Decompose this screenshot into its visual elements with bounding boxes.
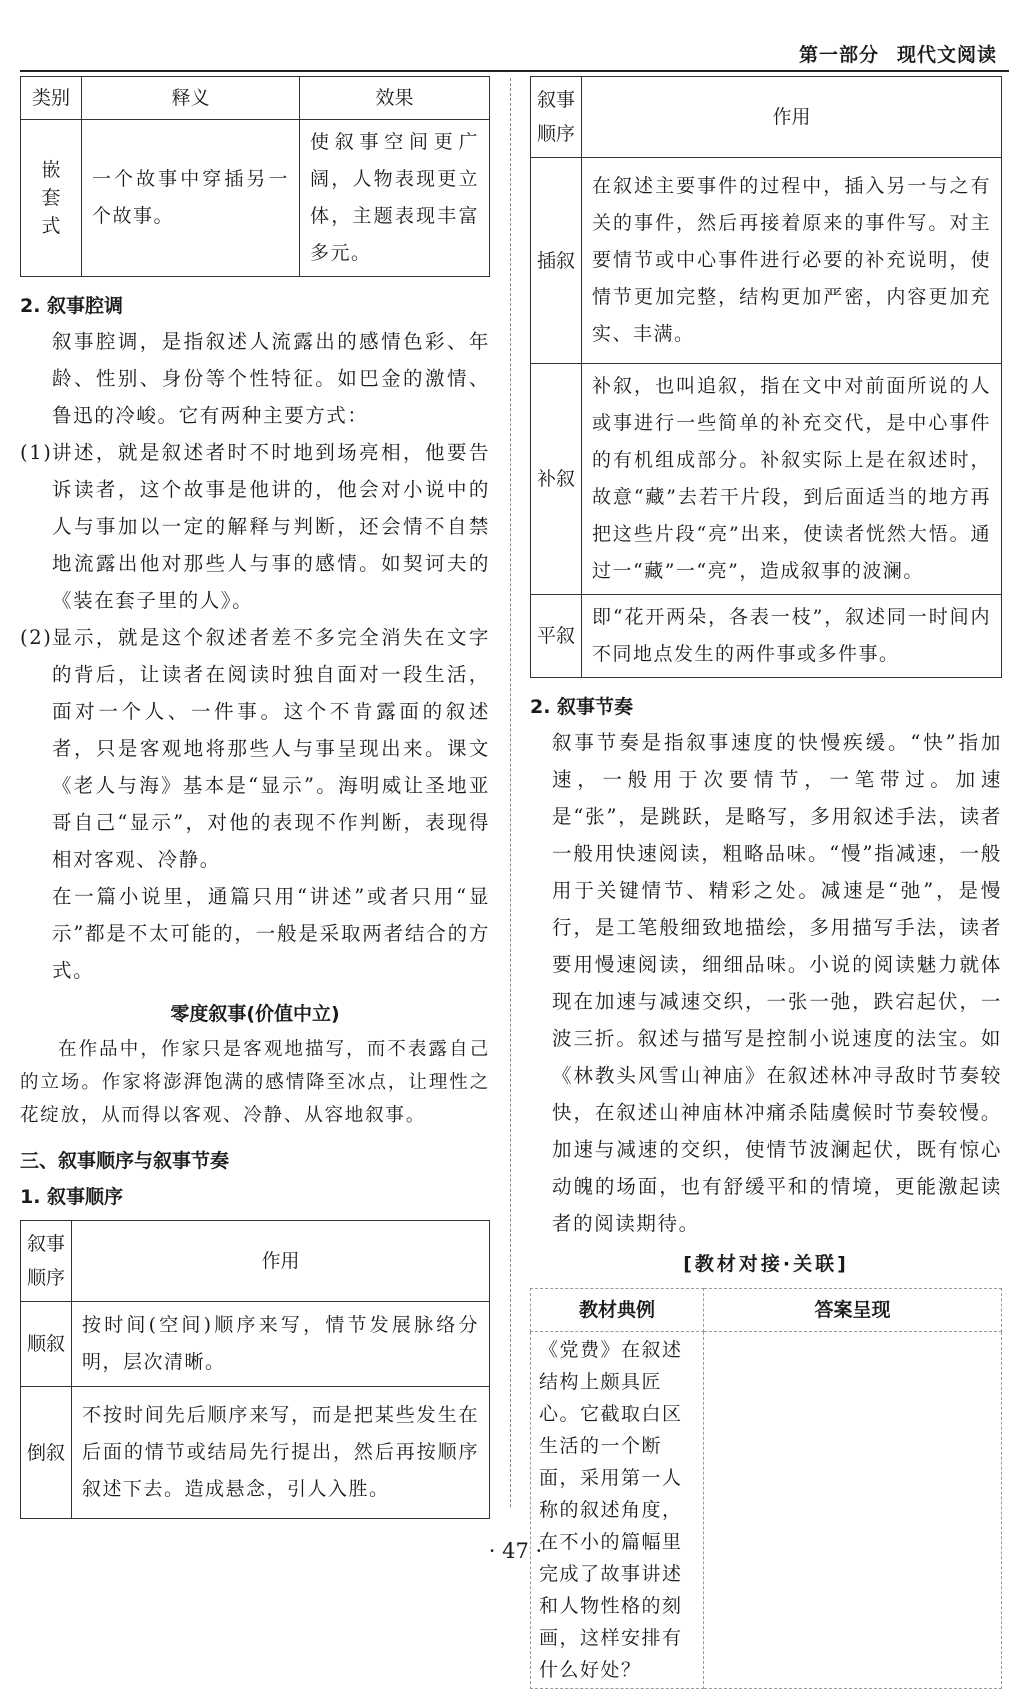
textbook-header-answer: 答案呈现: [704, 1289, 1002, 1332]
order-desc: 补叙，也叫追叙，指在文中对前面所说的人或事进行一些简单的补充交代，是中心事件的有机组成部分。补叙实际上是在叙述时，故意“藏”去若干片段，到后面适当的地方再把这些片段“亮”出来，使读者恍然大悟。通过一“藏”一“亮”，造成叙事的波澜。: [582, 364, 1002, 595]
embed-header-effect: 效果: [300, 77, 490, 120]
left-column: [20, 76, 490, 1519]
header-part: 第一部分: [798, 44, 879, 66]
textbook-example: 《党费》在叙述结构上颇具匠心。它截取白区生活的一个断面，采用第一人称的叙述角度，在不小的篇幅里完成了故事讲述和人物性格的刻画，这样安排有什么好处？: [531, 1332, 704, 1689]
tone-item-num: (1): [20, 441, 53, 464]
textbook-tag: [教材对接·关联]: [683, 1253, 849, 1275]
order-header-type: 叙事顺序: [531, 77, 582, 158]
page-number: · 47 ·: [488, 1539, 543, 1563]
order-type: 平叙: [531, 595, 582, 678]
header-title: 现代文阅读: [896, 44, 997, 66]
zero-box-text: 在作品中，作家只是客观地描写，而不表露自己的立场。作家将澎湃饱满的感情降至冰点，让理性之花绽放，从而得以客观、冷静、从容地叙事。: [20, 1039, 490, 1126]
rhythm-heading: 2. 叙事节奏: [530, 696, 634, 718]
order-type: 顺叙: [21, 1302, 72, 1387]
order-type: 插叙: [531, 158, 582, 364]
order-header-type: 叙事顺序: [21, 1221, 72, 1302]
header-rule: [20, 70, 1009, 72]
tone-item-text: 讲述，就是叙述者时不时地到场亮相，他要告诉读者，这个故事是他讲的，他会对小说中的人与事加以一定的解释与判断，还会情不自禁地流露出他对那些人与事的感情。如契诃夫的《装在套子里的人》。: [52, 441, 490, 612]
embed-table: [20, 76, 490, 277]
page-header: [799, 40, 997, 67]
right-column: [530, 76, 1002, 1689]
order-type: 补叙: [531, 364, 582, 595]
tone-heading: 2. 叙事腔调: [20, 295, 124, 317]
order-desc: 按时间(空间)顺序来写，情节发展脉络分明，层次清晰。: [72, 1302, 490, 1387]
section3-sub1: 1. 叙事顺序: [20, 1186, 124, 1208]
column-separator: [510, 78, 511, 1507]
tone-item-2: [20, 619, 490, 878]
order-table-right: [530, 76, 1002, 678]
rhythm-text: 叙事节奏是指叙事速度的快慢疾缓。“快”指加速，一般用于次要情节，一笔带过。加速是“张”，是跳跃，是略写，多用叙述手法，读者一般用快速阅读，粗略品味。“慢”指减速，一般用于关键情节、精彩之处。减速是“弛”，是慢行，是工笔般细致地描绘，多用描写手法，读者要用慢速阅读，细细品味。小说的阅读魅力就体现在加速与减速交织，一张一弛，跌宕起伏，一波三折。叙述与描写是控制小说速度的法宝。如《林教头风雪山神庙》在叙述林冲寻敌时节奏较快，在叙述山神庙林冲痛杀陆虞候时节奏较慢。加速与减速的交织，使情节波澜起伏，既有惊心动魄的场面，也有舒缓平和的情境，更能激起读者的阅读期待。: [552, 731, 1002, 1235]
embed-header-meaning: 释义: [82, 77, 300, 120]
order-desc: 即“花开两朵，各表一枝”，叙述同一时间内不同地点发生的两件事或多件事。: [582, 595, 1002, 678]
order-header-effect: 作用: [72, 1221, 490, 1302]
embed-category: 嵌套式: [21, 120, 82, 277]
textbook-table: [530, 1288, 1002, 1689]
tone-item-1: [20, 434, 490, 619]
order-header-effect: 作用: [582, 77, 1002, 158]
embed-effect: 使叙事空间更广阔，人物表现更立体，主题表现丰富多元。: [300, 120, 490, 277]
order-desc: 不按时间先后顺序来写，而是把某些发生在后面的情节或结局先行提出，然后再按顺序叙述下去。造成悬念，引人入胜。: [72, 1387, 490, 1519]
order-table-left: [20, 1220, 490, 1519]
textbook-answer[interactable]: [704, 1332, 1002, 1689]
tone-item-num: (2): [20, 626, 53, 649]
section3-heading: 三、叙事顺序与叙事节奏: [20, 1150, 230, 1172]
tone-conclusion: 在一篇小说里，通篇只用“讲述”或者只用“显示”都是不太可能的，一般是采取两者结合的方式。: [52, 885, 490, 982]
order-type: 倒叙: [21, 1387, 72, 1519]
order-desc: 在叙述主要事件的过程中，插入另一与之有关的事件，然后再接着原来的事件写。对主要情节或中心事件进行必要的补充说明，使情节更加完整，结构更加严密，内容更加充实、丰满。: [582, 158, 1002, 364]
embed-meaning: 一个故事中穿插另一个故事。: [82, 120, 300, 277]
zero-box-title: 零度叙事(价值中立): [170, 1003, 340, 1025]
tone-item-text: 显示，就是这个叙述者差不多完全消失在文字的背后，让读者在阅读时独自面对一段生活，面对一个人、一件事。这个不肯露面的叙述者，只是客观地将那些人与事呈现出来。课文《老人与海》基本是“显示”。海明威让圣地亚哥自己“显示”，对他的表现不作判断，表现得相对客观、冷静。: [52, 626, 490, 871]
tone-intro: 叙事腔调，是指叙述人流露出的感情色彩、年龄、性别、身份等个性特征。如巴金的激情、鲁迅的冷峻。它有两种主要方式：: [52, 330, 490, 427]
embed-header-category: 类别: [21, 77, 82, 120]
textbook-header-example: 教材典例: [531, 1289, 704, 1332]
